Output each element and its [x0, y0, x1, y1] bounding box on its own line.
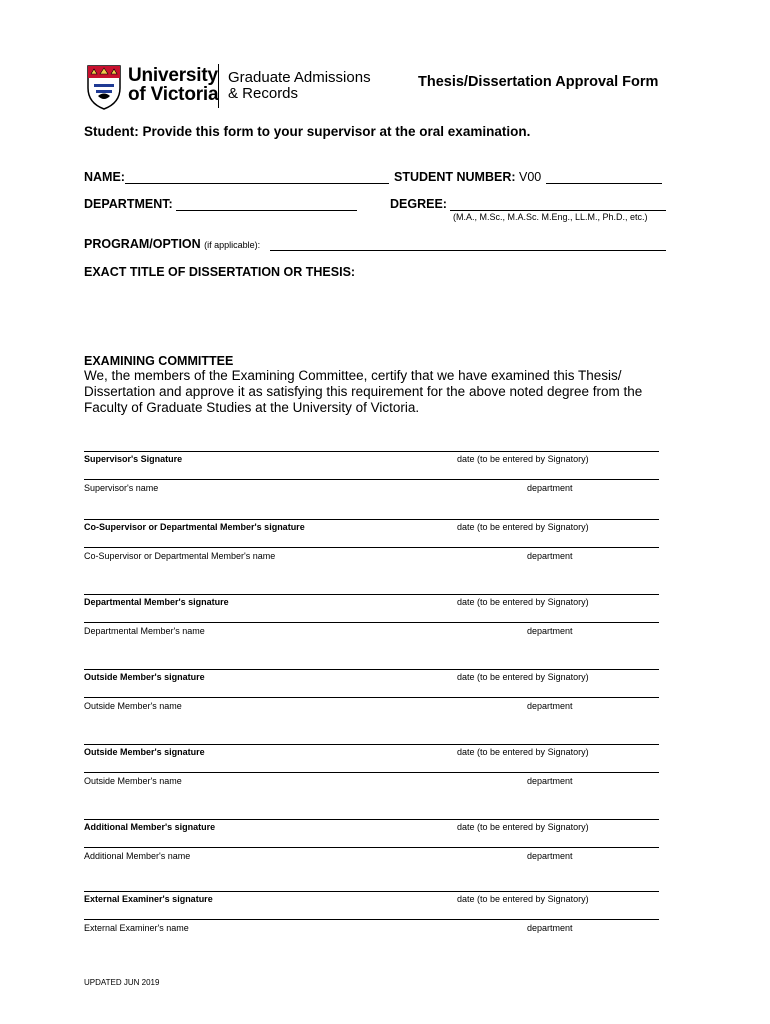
signature-line[interactable] — [84, 669, 659, 670]
name-line[interactable] — [84, 697, 659, 698]
committee-heading: EXAMINING COMMITTEE — [84, 354, 234, 368]
signature-label: Additional Member's signature — [84, 822, 216, 832]
name-field[interactable] — [125, 183, 389, 184]
program-label — [84, 237, 260, 251]
signature-line[interactable] — [84, 519, 659, 520]
degree-field[interactable] — [450, 210, 666, 211]
title-field[interactable] — [84, 282, 666, 348]
name-label: Outside Member's name — [84, 776, 182, 786]
name-line[interactable] — [84, 479, 659, 480]
office-name-line2: & Records — [228, 85, 299, 102]
signature-line[interactable] — [84, 744, 659, 745]
name-line[interactable] — [84, 772, 659, 773]
department-label: department — [527, 483, 573, 493]
signature-line[interactable] — [84, 891, 659, 892]
office-name-line1: Graduate Admissions — [228, 69, 371, 86]
department-label: department — [527, 551, 573, 561]
student-number-label — [394, 170, 541, 184]
date-label: date (to be entered by Signatory) — [457, 597, 589, 607]
name-line[interactable] — [84, 919, 659, 920]
name-label: Supervisor's name — [84, 483, 159, 493]
signature-line[interactable] — [84, 819, 659, 820]
crest-icon — [86, 64, 122, 110]
department-label: DEPARTMENT: — [84, 197, 173, 211]
student-number-prefix: V00 — [519, 170, 542, 184]
signature-label: Co-Supervisor or Departmental Member's signature — [84, 522, 305, 532]
name-label: Co-Supervisor or Departmental Member's name — [84, 551, 276, 561]
date-label: date (to be entered by Signatory) — [457, 522, 589, 532]
title-label: EXACT TITLE OF DISSERTATION OR THESIS: — [84, 265, 356, 279]
date-label: date (to be entered by Signatory) — [457, 894, 589, 904]
signature-label: External Examiner's signature — [84, 894, 213, 904]
university-name-line2: of Victoria — [128, 84, 219, 105]
signature-label: Outside Member's signature — [84, 747, 205, 757]
name-line[interactable] — [84, 847, 659, 848]
signature-line[interactable] — [84, 594, 659, 595]
name-line[interactable] — [84, 622, 659, 623]
department-label: department — [527, 776, 573, 786]
name-label: External Examiner's name — [84, 923, 189, 933]
name-label: Additional Member's name — [84, 851, 191, 861]
signature-line[interactable] — [84, 451, 659, 452]
student-number-label-text: STUDENT NUMBER: — [394, 170, 516, 184]
student-number-field[interactable] — [546, 183, 662, 184]
department-field[interactable] — [176, 210, 357, 211]
name-line[interactable] — [84, 547, 659, 548]
program-field[interactable] — [270, 250, 666, 251]
name-label: Outside Member's name — [84, 701, 182, 711]
date-label: date (to be entered by Signatory) — [457, 822, 589, 832]
office-name — [228, 70, 371, 102]
student-instruction: Student: Provide this form to your supervisor at the oral examination. — [84, 124, 531, 139]
program-label-text: PROGRAM/OPTION — [84, 237, 201, 251]
signature-label: Supervisor's Signature — [84, 454, 183, 464]
logo-divider — [218, 64, 219, 108]
committee-certification: We, the members of the Examining Committee, certify that we have examined this Thesis/ Dissertation and approve it as satisfying this requirement for the above noted degree from the Faculty of Graduate Studies at the University of Victoria. — [84, 368, 643, 415]
signature-label: Departmental Member's signature — [84, 597, 229, 607]
updated-date: UPDATED JUN 2019 — [84, 978, 160, 987]
signature-label: Outside Member's signature — [84, 672, 205, 682]
date-label: date (to be entered by Signatory) — [457, 454, 589, 464]
university-name-line1: University — [128, 65, 218, 86]
program-hint: (if applicable): — [204, 240, 261, 250]
department-label: department — [527, 851, 573, 861]
university-name — [128, 66, 218, 104]
department-label: department — [527, 626, 573, 636]
date-label: date (to be entered by Signatory) — [457, 747, 589, 757]
date-label: date (to be entered by Signatory) — [457, 672, 589, 682]
department-label: department — [527, 923, 573, 933]
degree-hint: (M.A., M.Sc., M.A.Sc. M.Eng., LL.M., Ph.D., etc.) — [453, 212, 648, 222]
name-label: NAME: — [84, 170, 125, 184]
university-logo — [86, 64, 376, 110]
form-title: Thesis/Dissertation Approval Form — [418, 74, 659, 90]
department-label: department — [527, 701, 573, 711]
degree-label: DEGREE: — [390, 197, 447, 211]
name-label: Departmental Member's name — [84, 626, 205, 636]
